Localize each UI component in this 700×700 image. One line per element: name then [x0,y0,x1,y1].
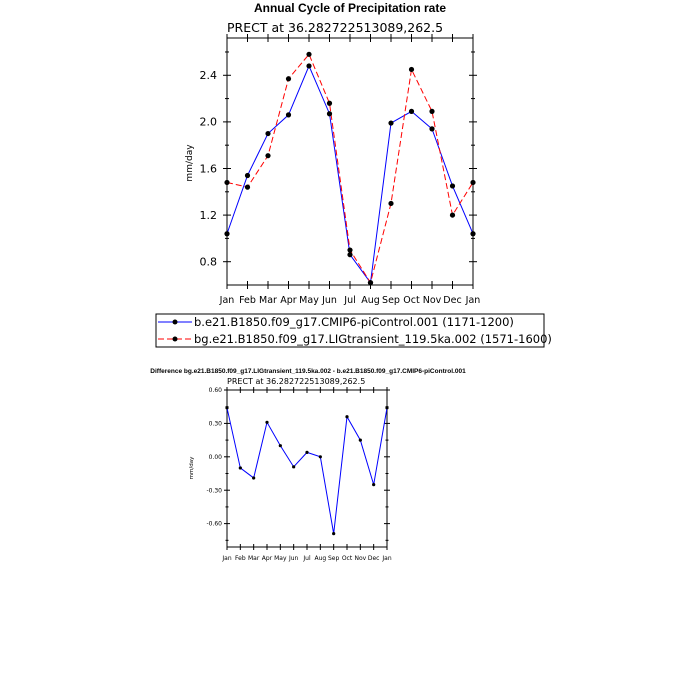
c1-xtick-label: Apr [280,295,297,306]
chart1-subtitle: PRECT at 36.282722513089,262.5 [227,20,444,35]
c1-series-1-point [409,67,414,72]
c2-series-0-point [252,476,255,479]
c1-series-0-point [306,63,311,68]
c1-ytick-label: 2.4 [199,69,217,83]
c1-series-1-point [245,185,250,190]
legend-entry-control [158,315,514,329]
c2-xtick-label: Feb [235,555,246,562]
chart2-title: Difference bg.e21.B1850.f09_g17.LIGtransient_119.5ka.002 - b.e21.B1850.f09_g17.CMIP6-piControl.001 [150,368,466,375]
c1-xtick-label: Jan [465,295,481,306]
c2-series-0-point [345,415,348,418]
c2-frame [227,390,387,547]
c1-series-1-point [368,280,373,285]
c2-series-0-point [332,532,335,535]
c1-series-0-point [450,183,455,188]
c2-series-line-0 [227,408,387,534]
c1-series-0-point [409,109,414,114]
c2-xtick-label: Dec [367,555,380,562]
chart1-plot-area [200,34,481,306]
legend-marker-control [173,320,178,325]
chart1-ylabel: mm/day [185,144,195,182]
c1-xtick-label: Aug [361,295,380,306]
chart1-legend [156,314,552,347]
c2-ytick-label: -0.30 [206,487,222,495]
c2-xtick-label: Aug [314,555,327,562]
c2-series-0-point [239,466,242,469]
c1-series-1-point [347,247,352,252]
chart2-ylabel: mm/day [189,456,195,480]
c1-xtick-label: Oct [403,295,420,306]
legend-label-control: b.e21.B1850.f09_g17.CMIP6-piControl.001 (1171-1200) [194,315,514,329]
c1-xtick-label: Feb [239,295,256,306]
legend-label-lig: bg.e21.B1850.f09_g17.LIGtransient_119.5ka.002 (1571-1600) [194,332,552,346]
c2-xtick-label: Nov [354,555,367,562]
c2-xtick-label: Apr [261,555,273,562]
c2-xtick-label: Oct [341,555,353,562]
c2-series-0-point [225,406,228,409]
c1-xtick-label: Jan [219,295,235,306]
c2-series-0-point [279,444,282,447]
c2-xtick-label: Jan [222,555,232,562]
legend-marker-lig [173,337,178,342]
c1-series-1-point [429,109,434,114]
c1-series-0-point [429,126,434,131]
c1-series-1-point [327,101,332,106]
c2-ytick-label: 0.30 [208,420,222,428]
c1-series-0-point [265,131,270,136]
c2-xtick-label: Jan [382,555,392,562]
c1-series-0-point [470,231,475,236]
c1-series-1-point [388,201,393,206]
c2-xtick-label: Sep [328,555,340,562]
c2-series-0-point [265,421,268,424]
c1-series-1-point [265,153,270,158]
legend-entry-lig [158,332,552,346]
c1-xtick-label: Sep [382,295,400,306]
c1-series-1-point [470,180,475,185]
c1-ytick-label: 1.6 [199,162,217,176]
chart1-title: Annual Cycle of Precipitation rate [253,1,447,15]
c2-xtick-label: Jul [303,555,311,562]
c2-xtick-label: Jun [288,555,299,562]
c2-series-0-point [292,465,295,468]
c1-xtick-label: Jun [322,295,337,306]
c1-series-0-point [224,231,229,236]
c2-xtick-label: May [274,555,287,562]
c1-ytick-label: 1.2 [199,208,217,222]
c2-series-0-point [359,439,362,442]
c1-series-1-point [306,52,311,57]
c2-series-0-point [319,455,322,458]
c2-series-0-point [385,406,388,409]
c2-series-0-point [372,483,375,486]
c1-series-1-point [450,212,455,217]
c2-xtick-label: Mar [248,555,260,562]
c1-xtick-label: May [299,295,319,306]
c1-series-0-point [388,120,393,125]
c1-series-1-point [286,76,291,81]
c1-ytick-label: 0.8 [199,255,217,269]
c2-ytick-label: 0.00 [208,453,222,461]
c1-series-0-point [286,112,291,117]
chart2-subtitle: PRECT at 36.282722513089,262.5 [227,377,366,386]
c1-xtick-label: Mar [259,295,277,306]
c2-ytick-label: -0.60 [206,520,222,528]
c1-xtick-label: Nov [422,295,442,306]
c1-series-0-point [347,252,352,257]
c1-series-1-point [224,180,229,185]
c1-ytick-label: 2.0 [199,115,217,129]
c1-series-0-point [245,173,250,178]
c2-series-0-point [305,451,308,454]
c2-ytick-label: 0.60 [208,387,222,395]
c1-series-0-point [327,111,332,116]
c1-xtick-label: Dec [443,295,462,306]
chart2-plot-area [206,387,391,562]
c1-xtick-label: Jul [344,295,356,306]
